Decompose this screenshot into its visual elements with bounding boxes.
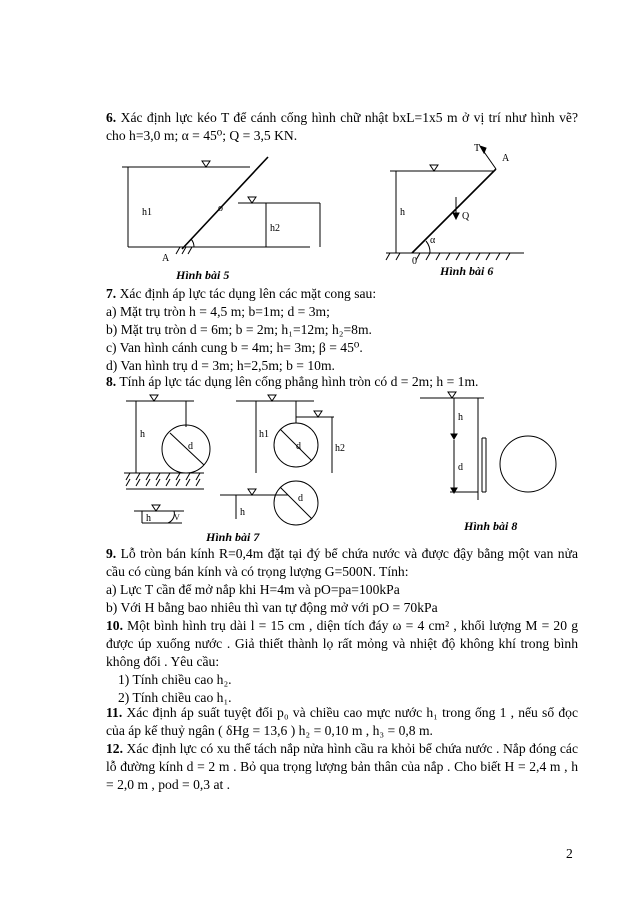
problem-7-item-d: d) Van hình trụ d = 3m; h=2,5m; b = 10m. xyxy=(106,358,335,373)
problem-number: 6. xyxy=(106,110,117,125)
problem-number: 12. xyxy=(106,741,123,756)
label-d: d xyxy=(298,493,303,504)
label-A: A xyxy=(162,253,170,264)
figure-8-caption: Hình bài 8 xyxy=(464,519,518,533)
problem-10-item-2: 2) Tính chiều cao h₁. xyxy=(118,690,232,705)
problem-number: 11. xyxy=(106,705,123,720)
problem-text: Xác định lực có xu thế tách nắp nửa hình cầu ra khỏi bể chứa nước . Nắp đóng các lỗ đường kính d = 2 m . Bỏ qua trọng lượng bản thân của nắp . Cho biết H = 2,4 m , h = 2,0 m , pod = 0,3 at . xyxy=(106,741,578,792)
label-h1: h1 xyxy=(259,429,269,440)
problem-number: 7. xyxy=(106,286,117,301)
figure-5-caption: Hình bài 5 xyxy=(176,268,230,282)
problem-12 xyxy=(106,740,578,794)
figure-8 xyxy=(420,392,560,502)
figure-6 xyxy=(386,143,526,267)
problem-7 xyxy=(106,285,578,303)
problem-11 xyxy=(106,704,578,740)
label-o: o xyxy=(218,203,223,214)
problem-number: 9. xyxy=(106,546,117,561)
problem-10 xyxy=(106,617,578,671)
label-o: 0 xyxy=(412,256,417,267)
problem-6 xyxy=(106,109,578,145)
problem-text: Tính áp lực tác dụng lên cống phẳng hình tròn có d = 2m; h = 1m. xyxy=(116,374,479,389)
problem-7-item-a: a) Mặt trụ tròn h = 4,5 m; b=1m; d = 3m; xyxy=(106,304,330,319)
figure-6-caption: Hình bài 6 xyxy=(440,264,494,278)
problem-text: Lỗ tròn bán kính R=0,4m đặt tại đý bể chứa nước và được đậy bằng một van nửa cầu có cùng bán kính và có trọng lượng G=500N. Tính: xyxy=(106,546,578,579)
figure-7-caption: Hình bài 7 xyxy=(206,530,260,544)
label-d: d xyxy=(458,462,463,473)
problem-7-item-c: c) Van hình cánh cung b = 4m; h= 3m; β = 45⁰. xyxy=(106,340,363,355)
label-v: V xyxy=(174,513,180,522)
figure-5 xyxy=(120,155,330,264)
problem-8 xyxy=(106,373,578,391)
label-d: d xyxy=(296,441,301,452)
problem-number: 8. xyxy=(106,374,117,389)
label-Q: Q xyxy=(462,211,470,222)
label-h: h xyxy=(140,429,145,440)
label-h: h xyxy=(458,412,463,423)
problem-number: 10. xyxy=(106,618,123,633)
label-h2: h2 xyxy=(270,223,280,234)
label-h1: h1 xyxy=(142,207,152,218)
label-h2: h2 xyxy=(335,443,345,454)
problem-9-part-a: a) Lực T cần để mở nắp khi H=4m và pO=pa=100kPa xyxy=(106,582,400,597)
problem-text: Một bình hình trụ dài l = 15 cm , diện tích đáy ω = 4 cm² , khối lượng M = 20 g được úp xuống nước . Giả thiết thành lọ rất mỏng và nhiệt độ không khí trong bình không đổi . Yêu cầu: xyxy=(106,618,578,669)
label-alpha: α xyxy=(430,235,436,246)
problem-7-item-b: b) Mặt trụ tròn d = 6m; b = 2m; h₁=12m; h₂=8m. xyxy=(106,322,372,337)
label-h: h xyxy=(400,207,405,218)
figure-7 xyxy=(124,393,364,533)
label-d: d xyxy=(188,441,193,452)
label-h: h xyxy=(146,513,151,524)
problem-text: Xác định áp lực tác dụng lên các mặt cong sau: xyxy=(116,286,377,301)
label-T: T xyxy=(474,143,481,154)
problem-text: Xác định áp suất tuyệt đối p₀ và chiều cao mực nước h₁ trong ống 1 , nếu số đọc của áp kế thuỷ ngân ( δHg = 13,6 ) h₂ = 0,10 m , h₃ = 0,8 m. xyxy=(106,705,578,738)
problem-9 xyxy=(106,545,578,581)
label-h: h xyxy=(240,507,245,518)
page-number: 2 xyxy=(566,846,573,861)
label-A: A xyxy=(502,153,510,164)
problem-10-item-1: 1) Tính chiều cao h₂. xyxy=(118,672,232,687)
problem-9-part-b: b) Với H bằng bao nhiêu thì van tự động mở với pO = 70kPa xyxy=(106,600,438,615)
problem-text: Xác định lực kéo T để cánh cống hình chữ nhật bxL=1x5 m ở vị trí như hình vẽ? cho h=3,0 m; α = 45⁰; Q = 3,5 KN. xyxy=(106,110,578,143)
